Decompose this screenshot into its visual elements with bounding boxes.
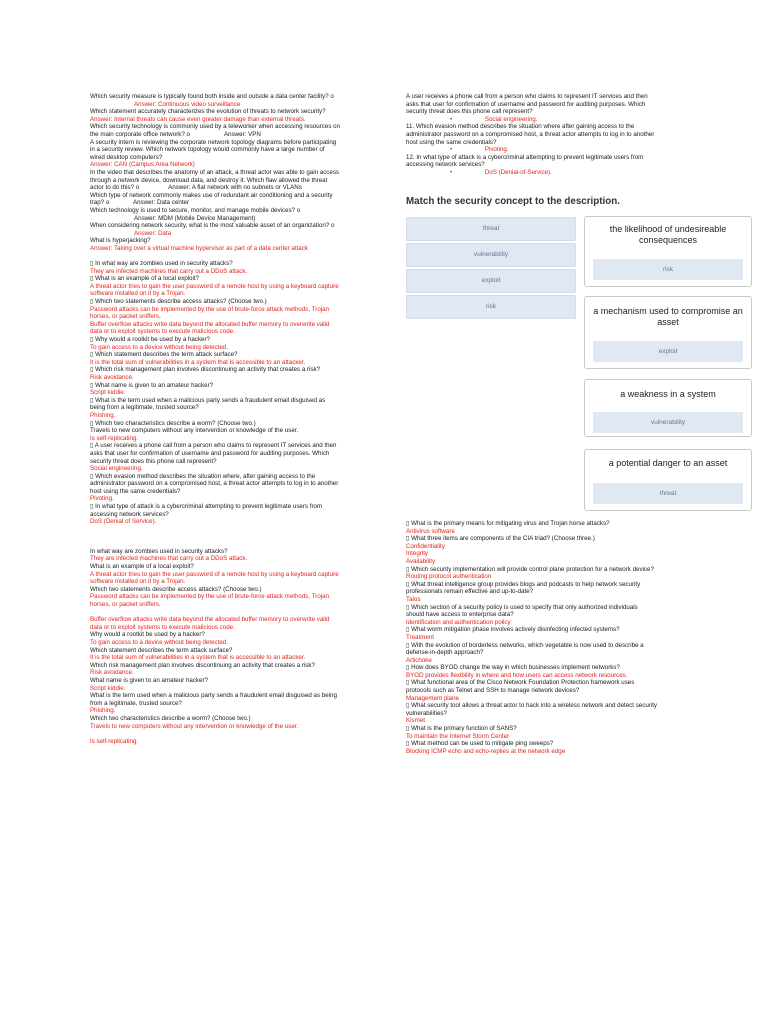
question-line: Which two statements describe access attacks? (Choose two.) <box>90 585 262 593</box>
question-line: In what way are zombies used in security attacks? <box>90 547 228 555</box>
answer-line: BYOD provides flexibility in where and how users can access network resources. <box>406 671 628 679</box>
drop-slot[interactable]: vulnerability <box>593 412 743 433</box>
answer-line: data or to exploit systems to execute malicious code. <box>90 328 235 336</box>
answer-line: They are infected machines that carry out a DDoS attack. <box>90 555 248 563</box>
question-line: Why would a rootkit be used by a hacker? <box>90 631 205 639</box>
drop-slot[interactable]: threat <box>593 483 743 504</box>
question-line: When considering network security, what is the most valuable asset of an organization? o <box>90 222 335 230</box>
question-line: ▯ A user receives a phone call from a person who claims to represent IT services and then <box>90 442 337 450</box>
answer-line: Phishing. <box>90 411 116 419</box>
answer-line: Social engineering. <box>90 465 143 473</box>
question-line: 11. Which evasion method describes the situation where after gaining access to the <box>406 123 635 131</box>
term-tile-vulnerability[interactable]: vulnerability <box>406 243 576 267</box>
question-line: ▯ In what way are zombies used in security attacks? <box>90 260 233 268</box>
answer-line: Confidentiality <box>406 542 445 550</box>
question-line: What name is given to an amateur hacker? <box>90 676 208 684</box>
answer-line: data or to exploit systems to execute malicious code. <box>90 623 235 631</box>
question-line: ▯ What name is given to an amateur hacker? <box>90 381 214 389</box>
description-card-vulnerability <box>584 379 752 437</box>
answer-line: Treatment <box>406 633 434 641</box>
card-description: the likelihood of undesireable consequences <box>609 224 727 245</box>
answer-line: • DoS (Denial-of-Service). <box>450 168 552 176</box>
answer-line: Integrity <box>406 550 429 558</box>
question-line: trap? o Answer: Data center <box>90 199 190 207</box>
answer-line: Kismet <box>406 717 425 725</box>
drop-slot[interactable]: risk <box>593 259 743 280</box>
answer-line: To maintain the Internet Storm Center <box>406 732 510 740</box>
question-line: Which technology is used to secure, monitor, and manage mobile devices? o <box>90 206 301 214</box>
question-line: ▯ Which risk management plan involves discontinuing an activity that creates a risk? <box>90 366 321 374</box>
question-line: ▯ Which two statements describe access attacks? (Choose two.) <box>90 298 267 306</box>
question-line: defense-in-depth approach? <box>406 649 484 657</box>
question-line: In the video that describes the anatomy of an attack, a threat actor was able to gain access <box>90 168 340 176</box>
question-line: asks that user for confirmation of username and password for auditing purposes. Which <box>90 449 330 457</box>
answer-line: Phishing. <box>90 707 116 715</box>
question-line: ▯ How does BYOD change the way in which businesses implement networks? <box>406 664 620 672</box>
answer-line: Management plane <box>406 694 459 702</box>
question-line: ▯ Why would a rootkit be used by a hacker? <box>90 336 210 343</box>
answer-line: Answer: Internal threats can cause even greater damage than external threats. <box>90 115 306 123</box>
spacer <box>90 609 366 617</box>
right-column-top <box>406 93 674 177</box>
question-line: wired desktop computers? <box>90 153 163 161</box>
answer-line: Script kiddie. <box>90 389 126 397</box>
question-line: through a network device, download data, and destroy it. Which flaw allowed the threat <box>90 176 328 184</box>
answer-line: It is the total sum of vulnerabilities in a system that is accessible to an attacker. <box>90 654 306 662</box>
question-line: ▯ Which statement describes the term attack surface? <box>90 351 238 359</box>
question-line: professionals remain effective and up-to-date? <box>406 588 534 596</box>
answer-line: Risk avoidance. <box>90 669 134 677</box>
answer-line: Risk avoidance. <box>90 373 134 381</box>
answer-line: Password attacks can be implemented by the use of brute-force attack methods, Trojan <box>90 593 330 601</box>
question-line: A user receives a phone call from a person who claims to represent IT services and then <box>406 93 648 100</box>
answer-line: To gain access to a device without being detected. <box>90 343 228 351</box>
answer-line: Answer: Continuous video surveillance <box>134 100 241 108</box>
question-line: Which two characteristics describe a worm? (Choose two.) <box>90 714 251 722</box>
question-line: protocols such as Telnet and SSH to manage network devices? <box>406 687 580 695</box>
answer-line: Identification and authentication policy <box>406 618 511 626</box>
answer-line: They are infected machines that carry out a DDoS attack. <box>90 267 248 275</box>
question-line: ▯ What threat intelligence group provides blogs and podcasts to help network security <box>406 580 641 588</box>
question-line: ▯ Which evasion method describes the situation where, after gaining access to the <box>90 472 316 480</box>
question-line: vulnerabilities? <box>406 709 447 717</box>
question-line: Which statement describes the term attack surface? <box>90 646 233 654</box>
card-description: a weakness in a system <box>620 389 716 399</box>
question-line: ▯ With the evolution of borderless networks, which vegetable is now used to describe a <box>406 641 644 649</box>
answer-line: To gain access to a device without being detected. <box>90 638 228 646</box>
question-line: What is hyperjacking? <box>90 237 151 245</box>
answer-line: It is the total sum of vulnerabilities in a system that is accessible to an attacker. <box>90 358 306 366</box>
card-description: a mechanism used to compromise an asset <box>593 306 743 327</box>
term-tile-risk[interactable]: risk <box>406 295 576 319</box>
question-line: Which risk management plan involves discontinuing an activity that creates a risk? <box>90 661 315 669</box>
matching-activity <box>406 198 752 510</box>
match-title: Match the security concept to the description. <box>406 196 620 207</box>
question-line: ▯ What is the primary function of SANS? <box>406 725 517 733</box>
question-line: host using the same credentials? <box>406 138 497 146</box>
left-column <box>90 93 366 745</box>
answer-line: Availability <box>406 557 436 565</box>
answer-line: Buffer overflow attacks write data beyond the allocated buffer memory to overwrite valid <box>90 320 330 328</box>
question-line: accessing network services? <box>90 510 169 518</box>
answer-line: software installed on it by a Trojan. <box>90 578 186 586</box>
answer-line: Script kiddie. <box>90 684 126 692</box>
question-line: Which security measure is typically found both inside and outside a data center facility? o <box>90 93 334 100</box>
question-line: What is the term used when a malicious party sends a fraudulent email disguised as being <box>90 692 337 700</box>
answer-line: Answer: Data <box>134 229 172 237</box>
question-line: ▯ Which section of a security policy is used to specify that only authorized individuals <box>406 603 638 611</box>
question-line: in a security review. Which network topology would commonly have a large number of <box>90 146 325 154</box>
answer-line: A threat actor tries to gain the user password of a remote host by using a keyboard capture <box>90 282 339 290</box>
spacer <box>90 730 366 738</box>
answer-line: Routing protocol authentication <box>406 573 492 581</box>
term-tile-threat[interactable]: threat <box>406 217 576 241</box>
question-line: from a legitimate, trusted source? <box>90 699 182 707</box>
question-line: Which type of network commonly makes use of redundant air conditioning and a security <box>90 191 333 199</box>
question-line: ▯ What is the primary means for mitigating virus and Trojan horse attacks? <box>406 520 610 527</box>
question-line: host using the same credentials? <box>90 487 181 495</box>
question-line: ▯ What is the term used when a malicious party sends a fraudulent email disguised as <box>90 396 326 404</box>
answer-line: Blocking ICMP echo and echo-replies at the network edge <box>406 747 566 755</box>
question-line: Answer: MDM (Mobile Device Management) <box>134 214 256 222</box>
question-line: ▯ What functional area of the Cisco Network Foundation Protection framework uses <box>406 679 635 687</box>
answer-line: A threat actor tries to gain the user password of a remote host by using a keyboard capture <box>90 570 339 578</box>
question-line: the main corporate office network? o Answer: VPN <box>90 130 261 138</box>
question-line: security threat does this phone call represent? <box>406 108 533 116</box>
question-line: administrator password on a compromised host, a threat actor attempts to log in to another <box>406 130 655 138</box>
question-line: Travels to new computers without any intervention or knowledge of the user. <box>90 427 299 435</box>
answer-line: software installed on it by a Trojan. <box>90 290 186 298</box>
question-line: asks that user for confirmation of username and password for auditing purposes. Which <box>406 100 646 108</box>
question-line: being from a legitimate, trusted source? <box>90 404 199 412</box>
question-line: should have access to enterprise data? <box>406 611 514 619</box>
question-line: security threat does this phone call represent? <box>90 457 217 465</box>
question-line: ▯ Which two characteristics describe a worm? (Choose two.) <box>90 419 256 427</box>
question-line: ▯ In what type of attack is a cybercriminal attempting to prevent legitimate users from <box>90 503 323 511</box>
answer-line: Password attacks can be implemented by the use of brute-force attack methods, Trojan <box>90 305 330 313</box>
answer-line: Pivoting. <box>90 495 114 503</box>
answer-line: Is self-replicating. <box>90 434 139 442</box>
answer-line: Travels to new computers without any intervention or knowledge of the user. <box>90 722 299 730</box>
term-tile-exploit[interactable]: exploit <box>406 269 576 293</box>
question-line: Which statement accurately characterizes the evolution of threats to network security? <box>90 108 326 116</box>
question-line: actor to do this? o Answer: A flat network with no subnets or VLANs <box>90 184 302 192</box>
question-line: administrator password on a compromised host, a threat actor attempts to log in to another <box>90 480 339 488</box>
question-line: ▯ What worm mitigation phase involves actively disinfecting infected systems? <box>406 626 620 634</box>
question-line: ▯ What three items are components of the CIA triad? (Choose three.) <box>406 535 595 543</box>
description-card-risk <box>584 216 752 287</box>
question-line: ▯ Which security implementation will provide control plane protection for a network device? <box>406 565 654 573</box>
right-column-bottom <box>406 520 698 755</box>
drop-slot[interactable]: exploit <box>593 341 743 362</box>
answer-line: Buffer overflow attacks write data beyond the allocated buffer memory to overwrite valid <box>90 616 330 624</box>
description-card-exploit <box>584 296 752 369</box>
answer-line: horses, or packet sniffers. <box>90 601 161 608</box>
answer-line: horses, or packet sniffers. <box>90 313 161 321</box>
card-description: a potential danger to an asset <box>608 458 728 468</box>
spacer <box>90 526 366 548</box>
answer-line: Talos <box>406 595 421 603</box>
description-card-threat <box>584 449 752 511</box>
question-line: ▯ What is an example of a local exploit? <box>90 275 199 283</box>
answer-line: Antivirus software <box>406 527 455 535</box>
answer-line: Answer: Taking over a virtual machine hypervisor as part of a data center attack <box>90 244 308 252</box>
answer-line: • Pivoting. <box>450 146 509 154</box>
question-line: ▯ What security tool allows a threat actor to hack into a wireless network and detect security <box>406 702 658 710</box>
answer-line: Is self-replicating. <box>90 737 139 745</box>
question-line: A security intern is reviewing the corporate network topology diagrams before participating <box>90 138 337 146</box>
question-line: Which security technology is commonly used by a teleworker when accessing resources on <box>90 123 341 131</box>
question-line: accessing network services? <box>406 161 485 169</box>
spacer <box>90 252 366 260</box>
question-line: ▯ What method can be used to mitigate ping sweeps? <box>406 740 554 748</box>
answer-line: Artichoke <box>406 656 432 664</box>
answer-line: • Social engineering. <box>450 115 538 123</box>
answer-line: DoS (Denial of Service). <box>90 518 157 526</box>
question-line: What is an example of a local exploit? <box>90 563 194 571</box>
answer-line: Answer: CAN (Campus Area Network) <box>90 161 195 169</box>
question-line: 12. In what type of attack is a cybercriminal attempting to prevent legitimate users from <box>406 153 644 161</box>
